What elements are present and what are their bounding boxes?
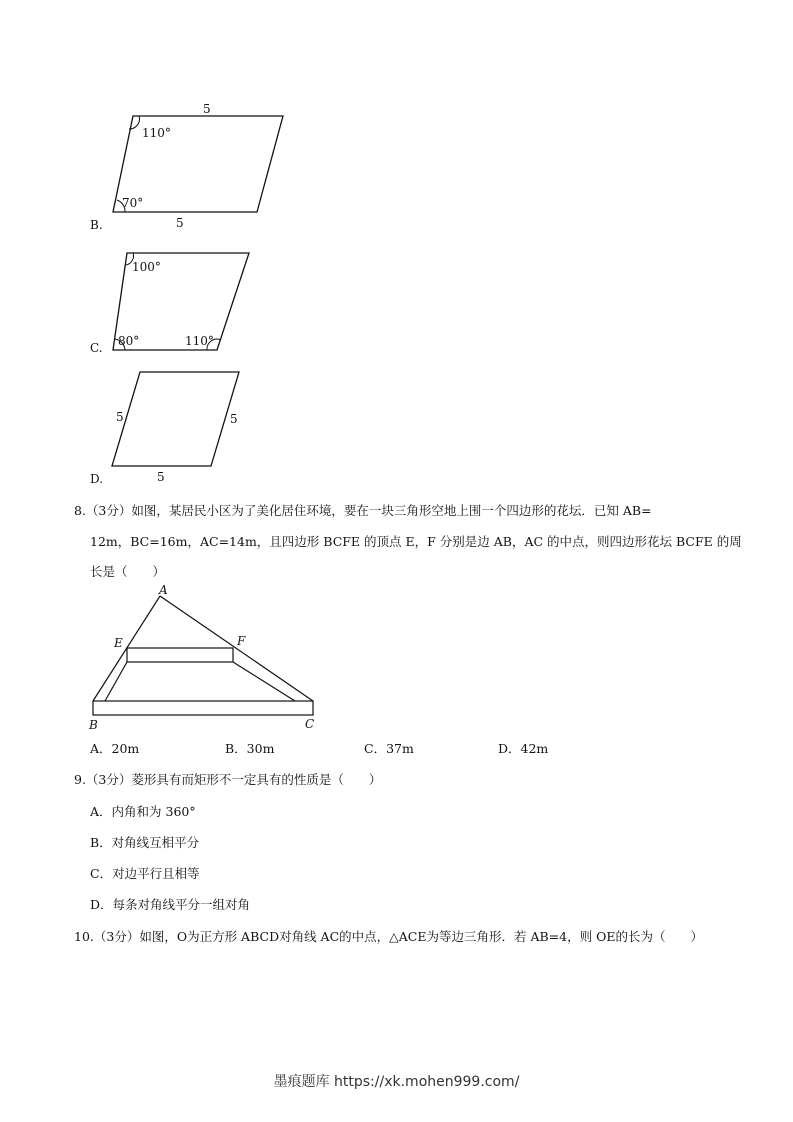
q10-stem: 10.（3分）如图，O为正方形 ABCD对角线 AC的中点，△ACE为等边三角形．若 AB=4，则 OE的长为（ ） [74,929,703,944]
vertex-label-e: E [114,636,123,650]
side-label-d-left: 5 [116,410,124,424]
q8-choice-d[interactable]: D．42m [498,741,549,756]
option-b-letter: B. [90,218,103,232]
q8-line-2: 12m，BC=16m，AC=14m，且四边形 BCFE 的顶点 E，F 分别是边 AB，AC 的中点，则四边形花坛 BCFE 的周 [90,534,742,549]
q9-choice-a[interactable]: A．内角和为 360° [90,804,196,819]
angle-label-top: 110° [142,126,171,140]
vertex-label-c: C [305,717,315,731]
side-label-d-bottom: 5 [157,470,165,484]
q8-choice-c[interactable]: C．37m [364,741,414,756]
figure-option-b [105,100,295,230]
side-label-bottom: 5 [176,216,184,230]
side-label-d-right: 5 [230,412,238,426]
side-label-top: 5 [203,102,211,116]
angle-label-c-bottom-left: 80° [118,334,140,348]
figure-q8-triangle [85,582,325,734]
figure-option-c [105,245,265,357]
angle-label-c-bottom-right: 110° [185,334,214,348]
inner-side-left [105,662,127,701]
flowerbed-base-strip [93,701,313,715]
option-d-letter: D. [90,472,104,486]
q9-choice-d[interactable]: D．每条对角线平分一组对角 [90,897,251,912]
figure-option-d [105,365,250,485]
q8-line-1: 8.（3分）如图，某居民小区为了美化居住环境，要在一块三角形空地上围一个四边形的花坛．已知 AB= [74,503,652,518]
vertex-label-f: F [237,634,246,648]
rhombus-d [112,372,239,466]
vertex-label-b: B [89,718,98,732]
flowerbed-top-strip [127,648,233,662]
q8-choice-a[interactable]: A．20m [90,741,140,756]
q9-choice-b[interactable]: B．对角线互相平分 [90,835,200,850]
angle-label-c-top: 100° [132,260,161,274]
q9-stem: 9.（3分）菱形具有而矩形不一定具有的性质是（ ） [74,772,382,787]
q9-choice-c[interactable]: C．对边平行且相等 [90,866,200,881]
page-footer-link[interactable]: 墨痕题库 https://xk.mohen999.com/ [273,1074,520,1090]
q8-line-3: 长是（ ） [90,564,166,579]
option-c-letter: C. [90,341,103,355]
q8-choice-b[interactable]: B．30m [225,741,275,756]
angle-label-bottom: 70° [122,196,144,210]
vertex-label-a: A [159,583,168,597]
